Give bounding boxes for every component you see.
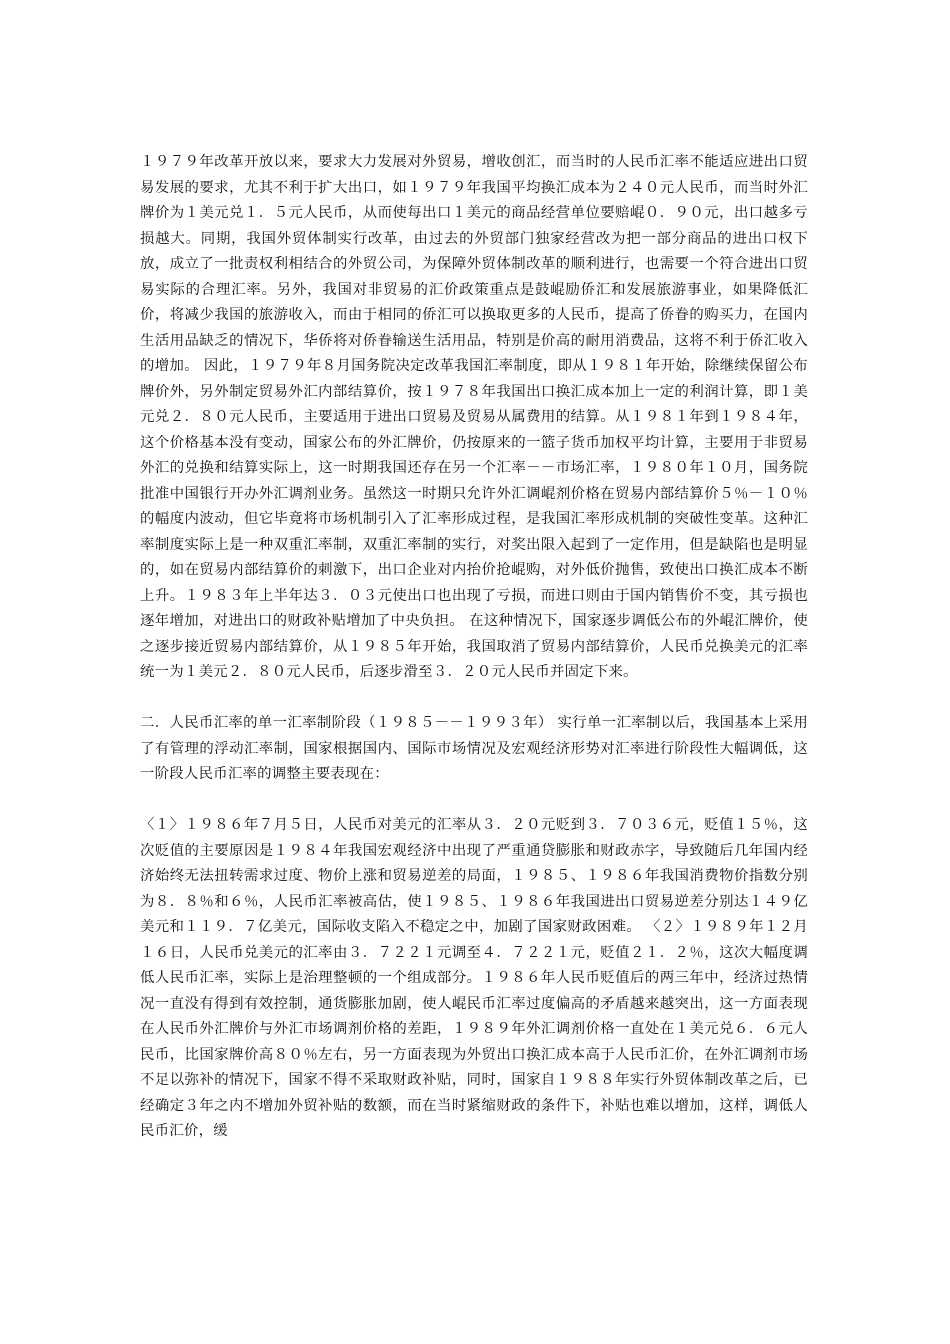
paragraph-reform-1979: １９７９年改革开放以来，要求大力发展对外贸易，增收创汇，而当时的人民币汇率不能适应进出口贸易发展的要求，尤其不利于扩大出口，如１９７９年我国平均换汇成本为２４０元人民币，而当时外汇牌价为１美元兑１．５元人民币，从而使每出口１美元的商品经营单位要赔崐０．９０元，出口越多亏损越大。同期，我国外贸体制实行改革，由过去的外贸部门独家经营改为把一部分商品的进出口权下放，成立了一批责权利相结合的外贸公司，为保障外贸体制改革的顺利进行，也需要一个符合进出口贸易实际的合理汇率。另外，我国对非贸易的汇价政策重点是鼓崐励侨汇和发展旅游事业，如果降低汇价，将减少我国的旅游收入，而由于相同的侨汇可以换取更多的人民币，提高了侨眷的购买力，在国内生活用品缺乏的情况下，华侨将对侨眷输送生活用品，特别是价高的耐用消费品，这将不利于侨汇收入的增加。 因此，１９７９年８月国务院决定改革我国汇率制度，即从１９８１年开始，除继续保留公布牌价外，另外制定贸易外汇内部结算价，按１９７８年我国出口换汇成本加上一定的利润计算，即１美元兑２．８０元人民币，主要适用于进出口贸易及贸易从属费用的结算。从１９８１年到１９８４年，这个价格基本没有变动，国家公布的外汇牌价，仍按原来的一篮子货币加权平均计算，主要用于非贸易外汇的兑换和结算实际上，这一时期我国还存在另一个汇率－－市场汇率，１９８０年１０月，国务院批准中国银行开办外汇调剂业务。虽然这一时期只允许外汇调崐剂价格在贸易内部结算价５％－１０％的幅度内波动，但它毕竟将市场机制引入了汇率形成过程，是我国汇率形成机制的突破性变革。这种汇率制度实际上是一种双重汇率制，双重汇率制的实行，对奖出限入起到了一定作用，但是缺陷也是明显的，如在贸易内部结算价的刺激下，出口企业对内抬价抢崐购，对外低价抛售，致使出口换汇成本不断上升。１９８３年上半年达３．０３元使出口也出现了亏损，而进口则由于国内销售价不变，其亏损也逐年增加，对进出口的财政补贴增加了中央负担。 在这种情况下，国家逐步调低公布的外崐汇牌价，使之逐步接近贸易内部结算价，从１９８５年开始，我国取消了贸易内部结算价，人民币兑换美元的汇率统一为１美元２．８０元人民币，后逐步滑至３．２０元人民币并固定下来。 [140,154,808,680]
document-body [140,150,808,1170]
paragraph-single-rate-stage: 二．人民币汇率的单一汇率制阶段（１９８５－－１９９３年） 实行单一汇率制以后，我国基本上采用了有管理的浮动汇率制，国家根据国内、国际市场情况及宏观经济形势对汇率进行阶段性大幅调低，这一阶段人民币汇率的调整主要表现在： [140,715,808,782]
paragraph-adjustments: 〈１〉１９８６年７月５日，人民币对美元的汇率从３．２０元贬到３．７０３６元，贬值１５％，这次贬值的主要原因是１９８４年我国宏观经济中出现了严重通贷膨胀和财政赤字，导致随后几年国内经济始终无法扭转需求过度、物价上涨和贸易逆差的局面，１９８５、１９８６年我国消费物价指数分别为８．８％和６％，人民币汇率被高估，使１９８５、１９８６年我国进出口贸易逆差分别达１４９亿美元和１１９．７亿美元，国际收支陷入不稳定之中，加剧了国家财政困难。 〈２〉１９８９年１２月１６日，人民币兑美元的汇率由３．７２２１元调至４．７２２１元，贬值２１．２％，这次大幅度调低人民币汇率，实际上是治理整顿的一个组成部分。１９８６年人民币贬值后的两三年中，经济过热情况一直没有得到有效控制，通货膨胀加剧，使人崐民币汇率过度偏高的矛盾越来越突出，这一方面表现在人民币外汇牌价与外汇市场调剂价格的差距，１９８９年外汇调剂价格一直处在１美元兑６．６元人民币，比国家牌价高８０％左右，另一方面表现为外贸出口换汇成本高于人民币汇价，在外汇调剂市场不足以弥补的情况下，国家不得不采取财政补贴，同时，国家自１９８８年实行外贸体制改革之后，已经确定３年之内不增加外贸补贴的数额，而在当时紧缩财政的条件下，补贴也难以增加，这样，调低人民币汇价，缓 [140,817,808,1139]
